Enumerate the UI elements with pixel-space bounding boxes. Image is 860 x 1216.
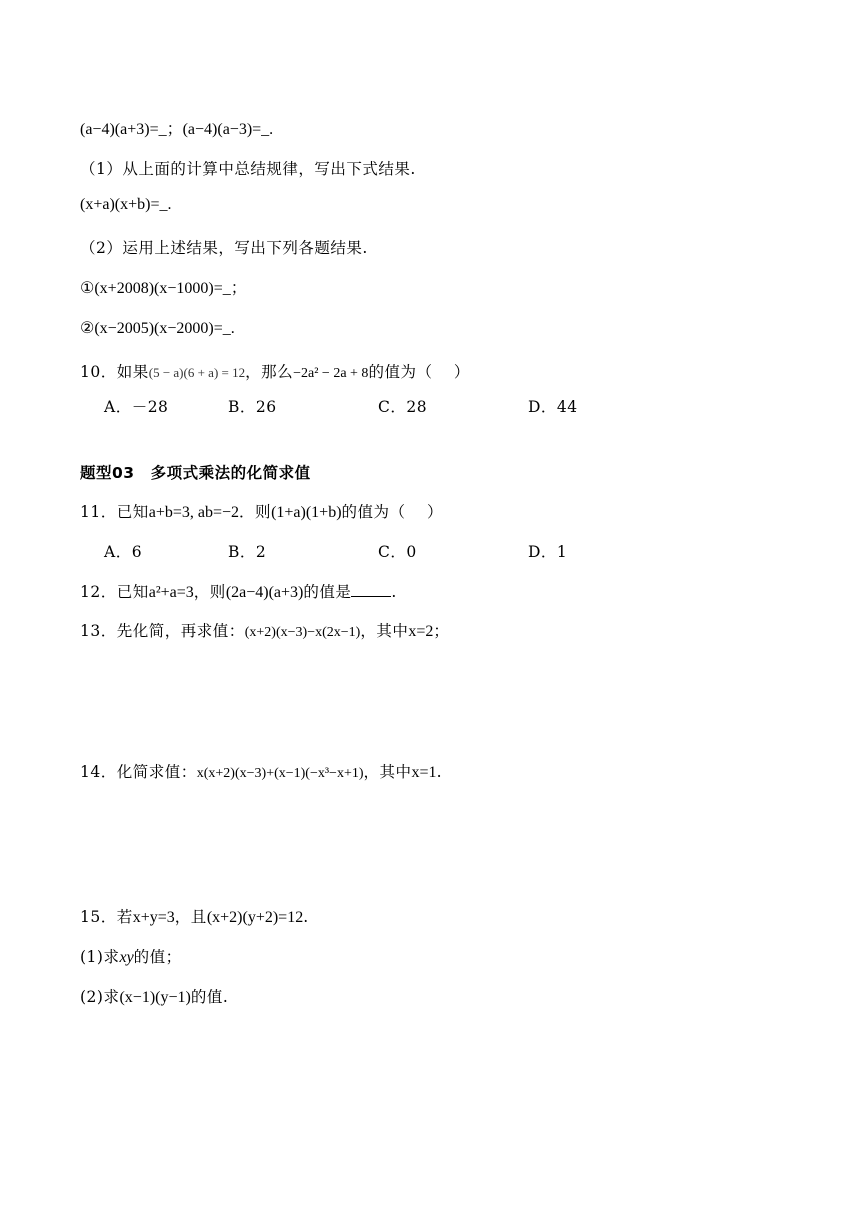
question-text: 的值为（ ） [368, 363, 470, 381]
question-10 [80, 360, 470, 382]
question-15 [80, 905, 309, 927]
math-expression: −2a² − 2a + 8 [293, 366, 369, 381]
line-4: （2）运用上述结果，写出下列各题结果. [80, 239, 368, 257]
question-number: 12． [80, 583, 117, 601]
question-number: 15． [80, 908, 117, 926]
option-a: A．－28 [104, 398, 169, 416]
line-2: （1）从上面的计算中总结规律，写出下式结果. [80, 160, 416, 178]
question-15-part-2 [80, 985, 228, 1007]
question-12 [80, 580, 397, 602]
question-text: 的值为（ ） [341, 503, 443, 521]
option-b: B．2 [228, 543, 267, 561]
sub-question-suffix: 的值. [190, 988, 229, 1006]
option-c: C．28 [378, 398, 428, 416]
question-text: . [436, 763, 442, 781]
sub-question-suffix: 的值； [133, 948, 182, 966]
line-3: (x+a)(x+b)=_. [80, 196, 172, 213]
question-text: 已知 [116, 503, 149, 521]
line-5: ①(x+2008)(x−1000)=_； [80, 280, 247, 297]
option-d: D．1 [528, 543, 568, 561]
question-13 [80, 619, 449, 641]
math-expression: a²+a=3 [148, 584, 194, 601]
math-expression: xy [119, 949, 134, 966]
question-14 [80, 760, 442, 782]
question-text: ，其中 [363, 763, 412, 781]
sub-question-prefix: (1)求 [80, 948, 120, 966]
math-expression: (2a−4)(a+3) [225, 584, 304, 601]
math-expression: (1+a)(1+b) [271, 504, 342, 521]
question-number: 11． [80, 503, 117, 521]
line-6: ②(x−2005)(x−2000)=_. [80, 320, 235, 337]
question-text: . [391, 583, 397, 601]
question-text: ； [433, 622, 450, 640]
option-b: B．26 [228, 398, 277, 416]
answer-blank[interactable] [351, 582, 391, 597]
line-1: (a−4)(a+3)=_；(a−4)(a−3)=_. [80, 121, 274, 138]
math-expression: (x+2)(y+2)=12 [206, 909, 304, 926]
option-d: D．44 [528, 398, 578, 416]
math-expression: x(x+2)(x−3)+(x−1)(−x³−x+1) [196, 766, 364, 781]
math-expression: x+y=3 [132, 909, 175, 926]
question-text: ．则 [239, 503, 272, 521]
math-expression: x=1 [411, 764, 437, 781]
question-number: 10． [80, 363, 117, 381]
question-text: ，那么 [245, 363, 294, 381]
question-text: ，则 [193, 583, 226, 601]
question-text: 已知 [116, 583, 149, 601]
question-11 [80, 500, 443, 522]
math-expression: (x+2)(x−3)−x(2x−1) [244, 625, 361, 640]
question-text: 若 [116, 908, 133, 926]
question-text: 化简求值： [116, 763, 197, 781]
section-heading: 题型03 多项式乘法的化简求值 [80, 464, 311, 482]
question-number: 14． [80, 763, 117, 781]
math-expression: (5 − a)(6 + a) = 12 [148, 365, 246, 380]
question-number: 13． [80, 622, 117, 640]
option-a: A．6 [104, 543, 143, 561]
math-expression: a+b=3, ab=−2 [148, 504, 240, 521]
question-text: 先化简，再求值： [116, 622, 245, 640]
question-text: ，其中 [360, 622, 409, 640]
question-text: . [303, 908, 309, 926]
question-15-part-1 [80, 945, 182, 967]
math-expression: (x−1)(y−1) [119, 989, 191, 1006]
question-text: 如果 [116, 363, 149, 381]
option-c: C．0 [378, 543, 417, 561]
question-text: ，且 [174, 908, 207, 926]
question-text: 的值是 [303, 583, 352, 601]
math-expression: x=2 [408, 623, 434, 640]
sub-question-prefix: (2)求 [80, 988, 120, 1006]
